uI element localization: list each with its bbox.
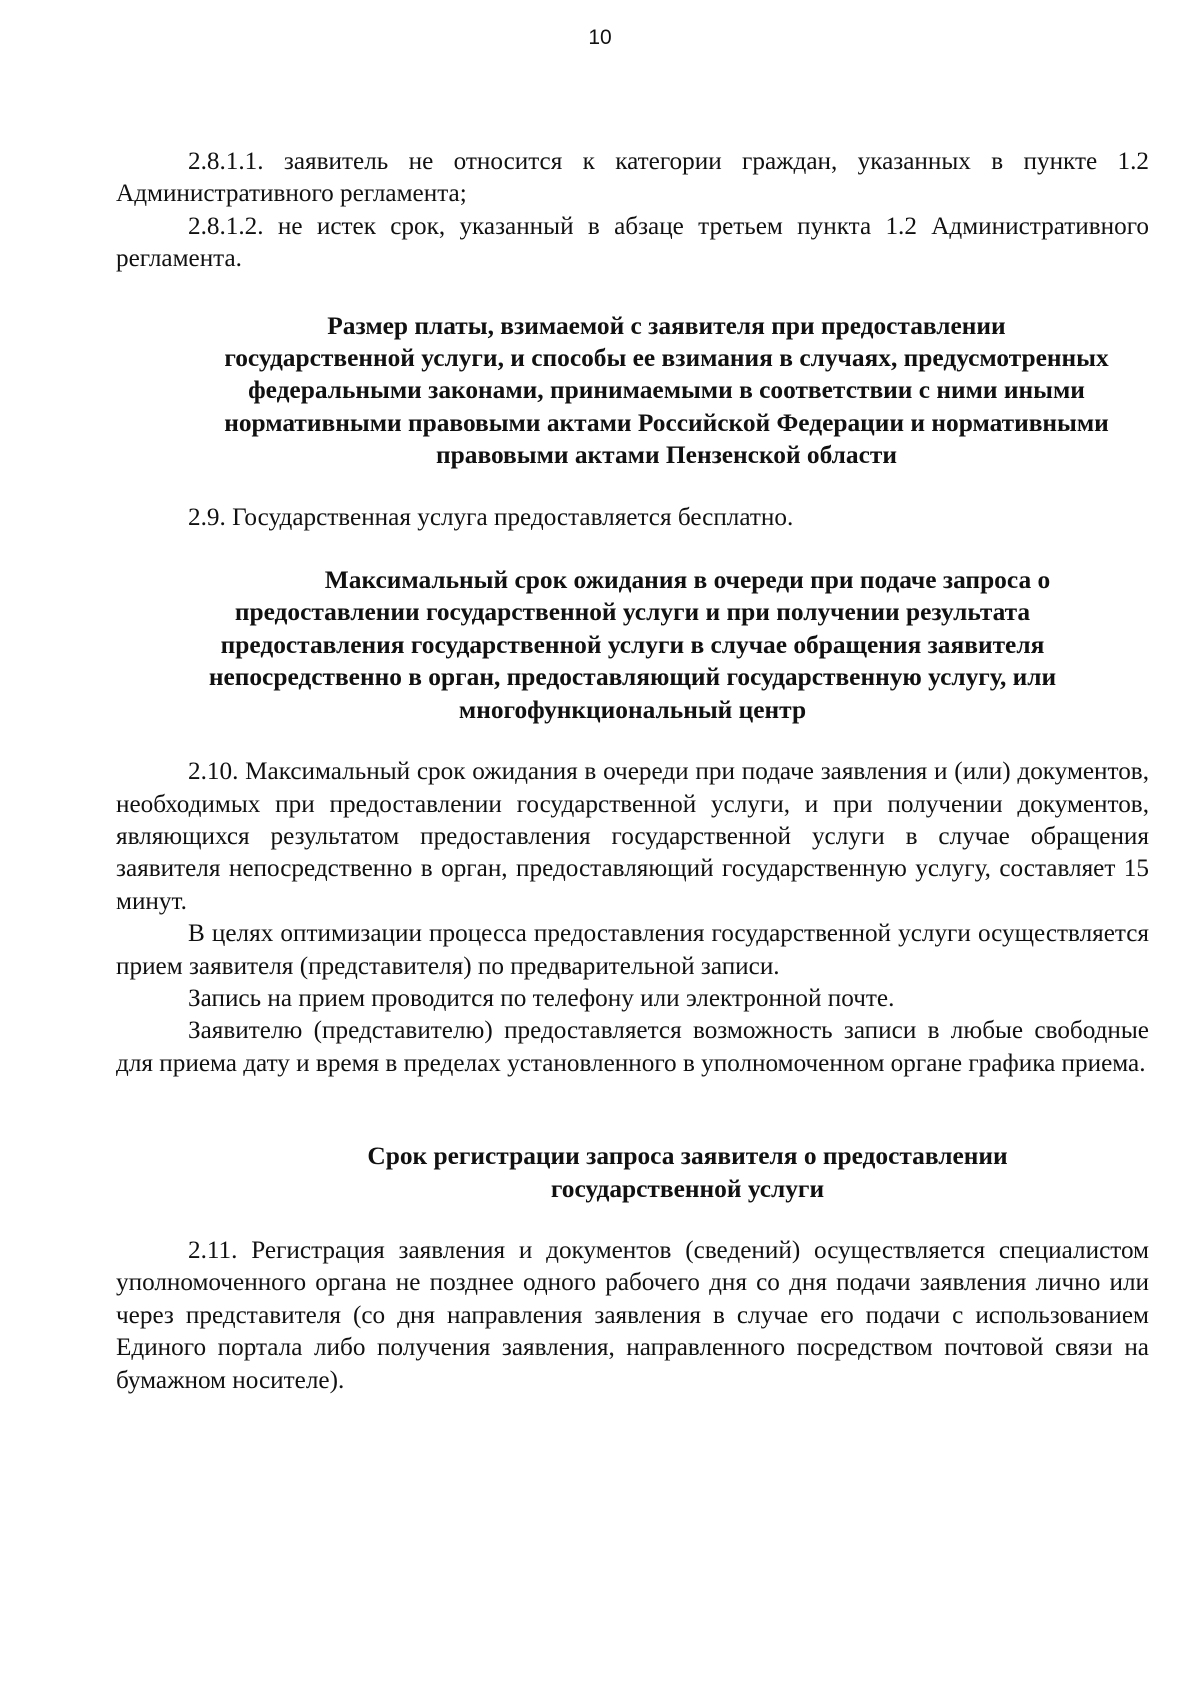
page-number: 10 [588,26,612,49]
heading-line: нормативными правовыми актами Российской Федерации и нормативными [224,408,1109,437]
heading-line: Срок регистрации запроса заявителя о предоставлении [367,1142,1008,1171]
heading-line: правовыми актами Пензенской области [436,441,897,470]
paragraph-optimization: В целях оптимизации процесса предоставления государственной услуги осуществляется прием заявителя (представителя) по предварительной записи. [116,920,1149,980]
heading-line: федеральными законами, принимаемыми в соответствии с ними иными [248,376,1085,405]
document-body [116,146,1149,1397]
paragraph-2-9: 2.9. Государственная услуга предоставляется бесплатно. [188,503,794,531]
paragraph-2-8-1-2: 2.8.1.2. не истек срок, указанный в абзаце третьем пункта 1.2 Административного регламента. [116,212,1149,273]
heading-line: многофункциональный центр [458,695,807,724]
heading-line: непосредственно в орган, предоставляющий государственную услугу, или [208,663,1057,692]
heading-line: предоставления государственной услуги в случае обращения заявителя [220,630,1045,659]
heading-line: Размер платы, взимаемой с заявителя при предоставлении [327,311,1006,340]
section-heading-queue [116,564,1149,726]
paragraph-2-10: 2.10. Максимальный срок ожидания в очереди при подаче заявления и (или) документов, необходимых при предоставлении государственной услуги, и при получении документов, являющихся результатом предоставления государственной услуги в случае обращения заявителя непосредственно в орган, предоставляющий государственную услугу, составляет 15 минут. [116,758,1149,915]
paragraph-2-11: 2.11. Регистрация заявления и документов (сведений) осуществляется специалистом уполномоченного органа не позднее одного рабочего дня со дня подачи заявления лично или через представителя (со дня направления заявления в случае его подачи с использованием Единого портала либо получения заявления, направленного посредством почтовой связи на бумажном носителе). [116,1236,1149,1394]
paragraph-2-8-1-1: 2.8.1.1. заявитель не относится к категории граждан, указанных в пункте 1.2 Административного регламента; [116,148,1149,208]
paragraph-appointment: Запись на прием проводится по телефону или электронной почте. [188,984,895,1012]
paragraph-schedule: Заявителю (представителю) предоставляется возможность записи в любые свободные для приема дату и время в пределах установленного в уполномоченном органе графика приема. [116,1017,1149,1077]
heading-line: предоставлении государственной услуги и при получении результата [234,598,1031,627]
heading-line: государственной услуги, и способы ее взимания в случаях, предусмотренных [224,344,1109,373]
heading-line: государственной услуги [550,1174,825,1203]
section-heading-registration [116,1140,1149,1205]
section-heading-fee [116,310,1149,472]
heading-line: Максимальный срок ожидания в очереди при подаче запроса о [324,566,1051,595]
